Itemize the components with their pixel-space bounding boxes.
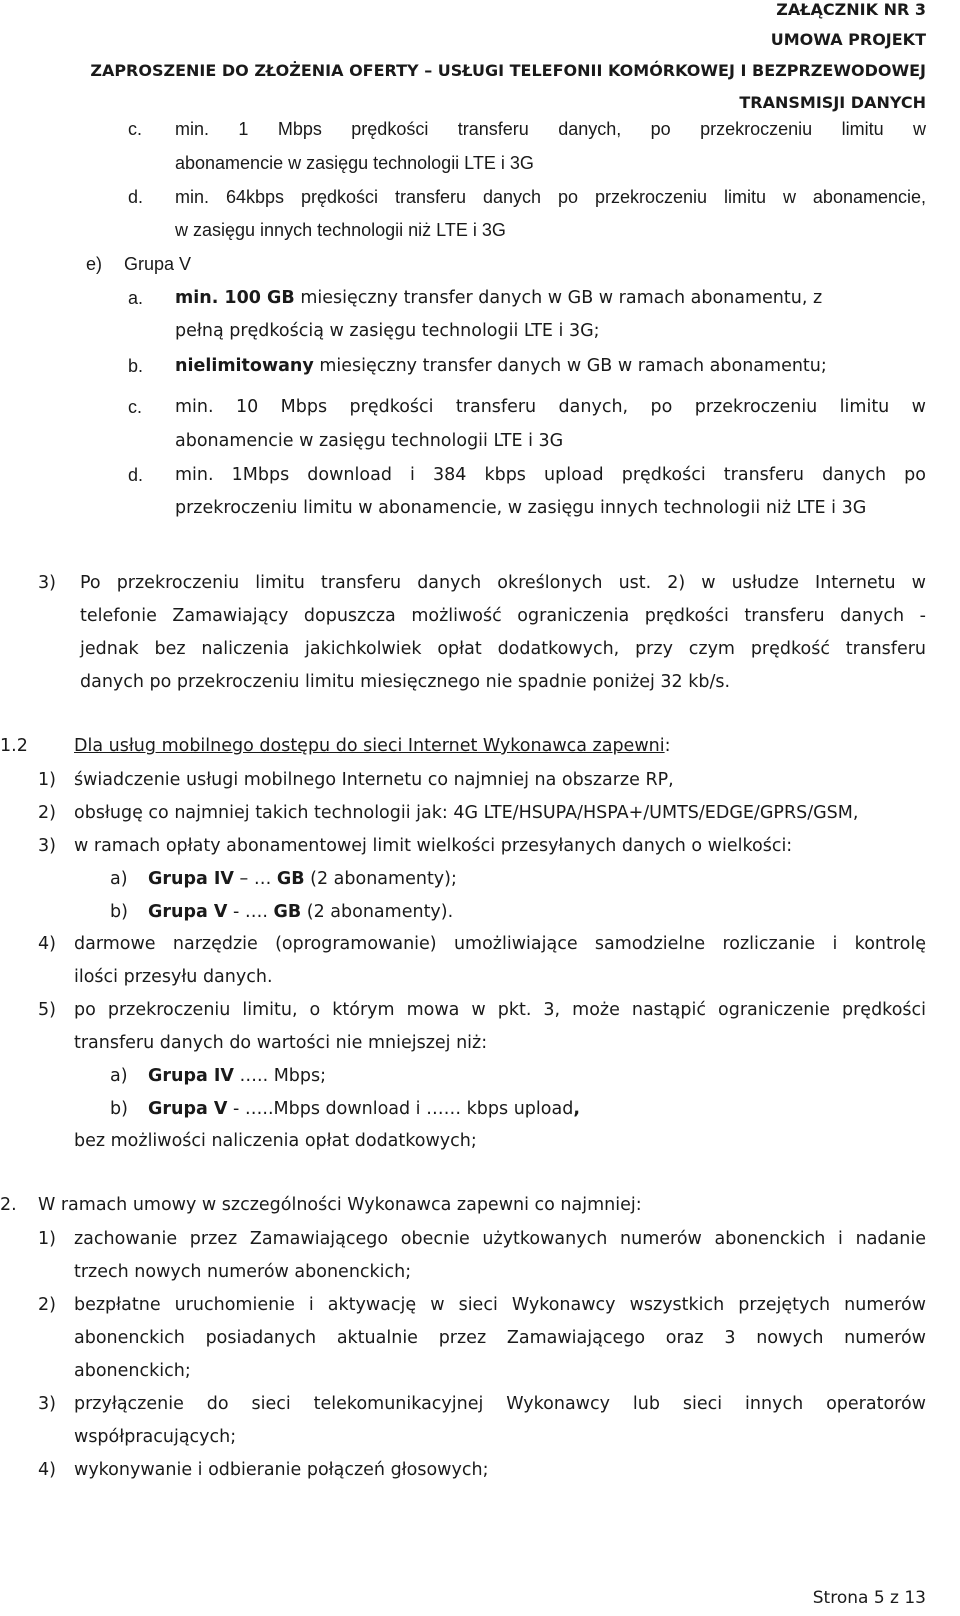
point3-line4: danych po przekroczeniu limitu miesięcznego nie spadnie poniżej 32 kb/s. bbox=[80, 672, 731, 692]
sub5-a-group: Grupa IV bbox=[148, 1066, 234, 1086]
header-contract: UMOWA PROJEKT bbox=[770, 30, 926, 49]
section2-item4: wykonywanie i odbieranie połączeń głosowych; bbox=[74, 1460, 489, 1480]
group-v-a-line1 bbox=[175, 287, 926, 309]
sub-item-label: b) bbox=[110, 902, 128, 922]
group-v-a-rest: miesięczny transfer danych w GB w ramach abonamentu, z bbox=[294, 288, 823, 308]
group-iv-c-line1: min. 1 Mbps prędkości transferu danych, po przekroczeniu limitu w bbox=[175, 119, 926, 139]
group-v-title: Grupa V bbox=[124, 254, 192, 274]
item-label: c. bbox=[128, 119, 143, 139]
section12-item1: świadczenie usługi mobilnego Internetu co najmniej na obszarze RP, bbox=[74, 770, 674, 790]
item-label: 3) bbox=[38, 1394, 56, 1414]
section12-closing: bez możliwości naliczenia opłat dodatkowych; bbox=[74, 1131, 477, 1151]
group-v-b-bold: nielimitowany bbox=[175, 356, 314, 376]
group-v-b-line bbox=[175, 355, 827, 377]
group-v-d-line2: przekroczeniu limitu w abonamencie, w zasięgu innych technologii niż LTE i 3G bbox=[175, 498, 867, 518]
sub3-b-unit: GB bbox=[273, 902, 302, 922]
section12-item5-line1: po przekroczeniu limitu, o którym mowa w pkt. 3, może nastąpić ograniczenie prędkości bbox=[74, 1000, 926, 1020]
sub-item-label: b) bbox=[110, 1099, 128, 1119]
section2-item3-line1: przyłączenie do sieci telekomunikacyjnej Wykonawcy lub sieci innych operatorów bbox=[74, 1394, 926, 1414]
group-iv-d-line1: min. 64kbps prędkości transferu danych po przekroczeniu limitu w abonamencie, bbox=[175, 187, 926, 207]
header-annex: ZAŁĄCZNIK NR 3 bbox=[776, 0, 926, 19]
section-number: 2. bbox=[0, 1195, 17, 1215]
section12-heading-text: Dla usług mobilnego dostępu do sieci Internet Wykonawca zapewni bbox=[74, 736, 665, 756]
group-v-d-line1: min. 1Mbps download i 384 kbps upload prędkości transferu danych po bbox=[175, 465, 926, 485]
point3-line1: Po przekroczeniu limitu transferu danych określonych ust. 2) w usłudze Internetu w bbox=[80, 573, 926, 593]
section12-item2: obsługę co najmniej takich technologii jak: 4G LTE/HSUPA/HSPA+/UMTS/EDGE/GPRS/GSM, bbox=[74, 803, 859, 823]
sub5-b-group: Grupa V bbox=[148, 1099, 228, 1119]
sub-item-label: a) bbox=[110, 869, 128, 889]
section2-item2-line2: abonenckich posiadanych aktualnie przez Zamawiającego oraz 3 nowych numerów bbox=[74, 1328, 926, 1348]
section2-heading: W ramach umowy w szczególności Wykonawca zapewni co najmniej: bbox=[38, 1195, 642, 1215]
sub3-b-rest: (2 abonamenty). bbox=[301, 902, 454, 922]
header-title: ZAPROSZENIE DO ZŁOŻENIA OFERTY – USŁUGI TELEFONII KOMÓRKOWEJ I BEZPRZEWODOWEJ bbox=[90, 61, 926, 80]
sub-item-label: a) bbox=[110, 1066, 128, 1086]
section12-item4-line2: ilości przesyłu danych. bbox=[74, 967, 273, 987]
header-title-cont: TRANSMISJI DANYCH bbox=[739, 93, 926, 112]
sub5-b-tail: , bbox=[573, 1099, 580, 1119]
group-label: e) bbox=[86, 254, 103, 274]
point3-line3: jednak bez naliczenia jakichkolwiek opłat dodatkowych, przy czym prędkość transferu bbox=[80, 639, 926, 659]
item-label: d. bbox=[128, 465, 144, 485]
group-v-a-line2: pełną prędkością w zasięgu technologii LTE i 3G; bbox=[175, 321, 600, 341]
item-label: 4) bbox=[38, 934, 56, 954]
sub3-a bbox=[148, 868, 457, 890]
item-label: 3) bbox=[38, 836, 56, 856]
point-label: 3) bbox=[38, 573, 56, 593]
section12-heading-colon: : bbox=[664, 736, 671, 756]
sub3-a-mid: – … bbox=[233, 869, 277, 889]
sub3-a-rest: (2 abonamenty); bbox=[304, 869, 457, 889]
item-label: 5) bbox=[38, 1000, 56, 1020]
section12-item4-line1: darmowe narzędzie (oprogramowanie) umożliwiające samodzielne rozliczanie i kontrolę bbox=[74, 934, 926, 954]
section2-item3-line2: współpracujących; bbox=[74, 1427, 237, 1447]
item-label: 2) bbox=[38, 803, 56, 823]
sub3-a-group: Grupa IV bbox=[148, 869, 234, 889]
page-number: Strona 5 z 13 bbox=[812, 1588, 926, 1608]
group-iv-c-line2: abonamencie w zasięgu technologii LTE i 3G bbox=[175, 153, 534, 173]
item-label: b. bbox=[128, 356, 144, 376]
section2-item1-line1: zachowanie przez Zamawiającego obecnie użytkowanych numerów abonenckich i nadanie bbox=[74, 1229, 926, 1249]
sub3-a-unit: GB bbox=[276, 869, 305, 889]
item-label: d. bbox=[128, 187, 144, 207]
group-v-a-bold: min. 100 GB bbox=[175, 288, 295, 308]
section12-item3: w ramach opłaty abonamentowej limit wielkości przesyłanych danych o wielkości: bbox=[74, 836, 793, 856]
group-v-c-line1: min. 10 Mbps prędkości transferu danych, po przekroczeniu limitu w bbox=[175, 397, 926, 417]
group-iv-d-line2: w zasięgu innych technologii niż LTE i 3G bbox=[175, 220, 506, 240]
sub3-b bbox=[148, 901, 453, 923]
item-label: 4) bbox=[38, 1460, 56, 1480]
sub5-a bbox=[148, 1065, 326, 1087]
item-label: 1) bbox=[38, 770, 56, 790]
section12-heading bbox=[74, 735, 671, 757]
group-v-b-rest: miesięczny transfer danych w GB w ramach abonamentu; bbox=[313, 356, 827, 376]
sub3-b-group: Grupa V bbox=[148, 902, 228, 922]
section-number: 1.2 bbox=[0, 736, 28, 756]
section2-item2-line3: abonenckich; bbox=[74, 1361, 191, 1381]
item-label: 1) bbox=[38, 1229, 56, 1249]
section2-item1-line2: trzech nowych numerów abonenckich; bbox=[74, 1262, 412, 1282]
group-v-c-line2: abonamencie w zasięgu technologii LTE i 3G bbox=[175, 431, 564, 451]
section12-item5-line2: transferu danych do wartości nie mniejszej niż: bbox=[74, 1033, 488, 1053]
item-label: a. bbox=[128, 288, 144, 308]
sub5-b-rest: - …..Mbps download i …… kbps upload bbox=[227, 1099, 574, 1119]
sub3-b-mid: - …. bbox=[227, 902, 274, 922]
point3-line2: telefonie Zamawiający dopuszcza możliwość ograniczenia prędkości transferu danych - bbox=[80, 606, 926, 626]
sub5-b bbox=[148, 1098, 580, 1120]
item-label: c. bbox=[128, 397, 143, 417]
section2-item2-line1: bezpłatne uruchomienie i aktywację w sieci Wykonawcy wszystkich przejętych numerów bbox=[74, 1295, 926, 1315]
item-label: 2) bbox=[38, 1295, 56, 1315]
sub5-a-rest: ….. Mbps; bbox=[233, 1066, 327, 1086]
